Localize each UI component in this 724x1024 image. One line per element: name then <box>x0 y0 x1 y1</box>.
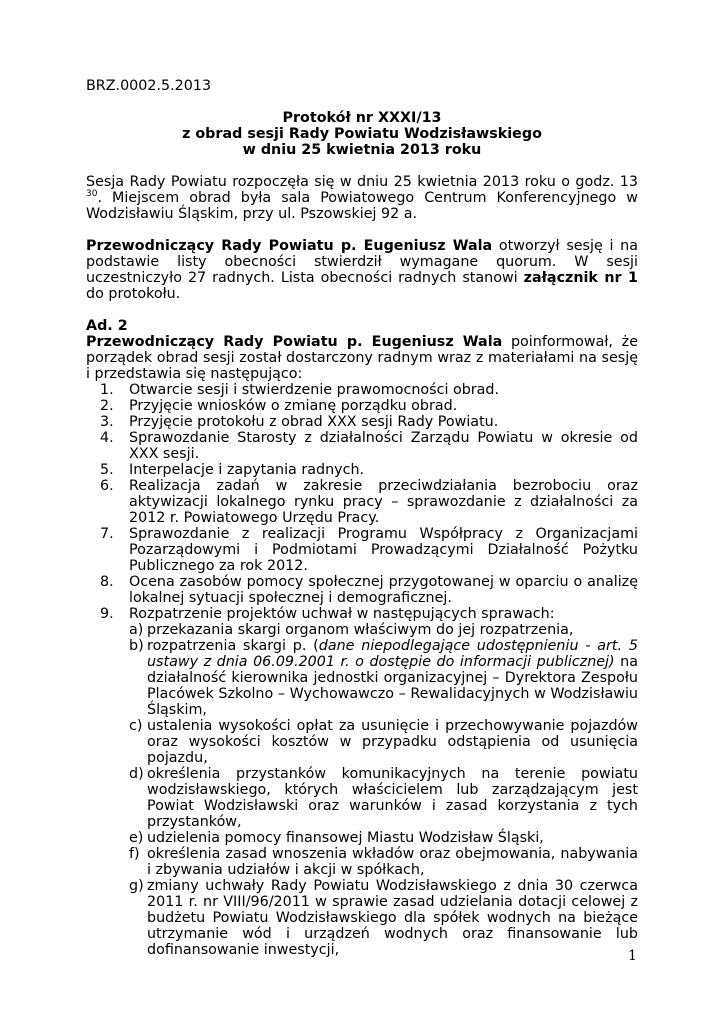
title-line-1: Protokół nr XXXI/13 <box>282 110 442 126</box>
agenda-item-number: 4. <box>100 430 114 446</box>
sublist-text-cont: na działalność kierownika jednostki organizacyjnej – Dyrektora Zespołu Placówek Szkolno – Wychowawczo – Rewalidacyjnych w Wodzisławiu Śląskim, <box>147 654 638 718</box>
resolution-sublist <box>86 622 638 958</box>
protocol-title <box>86 110 638 158</box>
sublist-text: określenia przystanków komunikacyjnych na terenie powiatu wodzisławskiego, których właścicielem lub zarządzającym jest Powiat Wodzisławski oraz warunków i zasad korzystania z tych przystanków, <box>147 766 638 830</box>
agenda-item <box>86 526 638 574</box>
session-opening-paragraph <box>86 174 638 222</box>
agenda-item-number: 7. <box>100 526 114 542</box>
sublist-letter: d) <box>129 766 144 782</box>
agenda-item-text: Interpelacje i zapytania radnych. <box>129 462 365 478</box>
sublist-letter: b) <box>129 638 144 654</box>
sublist-letter: g) <box>129 878 144 894</box>
sublist-item <box>86 830 638 846</box>
agenda-item <box>86 462 638 478</box>
sublist-item <box>86 718 638 766</box>
sublist-letter: a) <box>129 622 144 638</box>
agenda-item <box>86 414 638 430</box>
sublist-item <box>86 766 638 830</box>
agenda-item-text: Otwarcie sesji i stwierdzenie prawomocności obrad. <box>129 382 500 398</box>
sublist-text: rozpatrzenia skargi p. ( <box>147 638 319 654</box>
sublist-letter: e) <box>129 830 144 846</box>
agenda-item-number: 9. <box>100 606 114 622</box>
agenda-item <box>86 398 638 414</box>
agenda-list <box>86 382 638 622</box>
quorum-text: otworzył sesję i na podstawie listy obecności stwierdził wymagane quorum. W sesji uczestniczyło 27 radnych. Lista obecności radnych stanowi <box>86 238 638 286</box>
ad2-heading <box>86 318 638 334</box>
agenda-intro-text: poinformował, że porządek obrad sesji został dostarczony radnym wraz z materiałami na sesję i przedstawia się następująco: <box>86 334 638 382</box>
agenda-item-text: Przyjęcie protokołu z obrad XXX sesji Rady Powiatu. <box>129 414 499 430</box>
agenda-item-number: 5. <box>100 462 114 478</box>
agenda-item-number: 1. <box>100 382 114 398</box>
sublist-text: ustalenia wysokości opłat za usunięcie i przechowywanie pojazdów oraz wysokości kosztów w przypadku odstąpienia od usunięcia pojazdu, <box>147 718 638 766</box>
time-minutes-superscript: 30 <box>86 189 98 200</box>
agenda-item <box>86 478 638 526</box>
attachment-reference: załącznik nr 1 <box>523 270 638 286</box>
sublist-text: zmiany uchwały Rady Powiatu Wodzisławskiego z dnia 30 czerwca 2011 r. nr VIII/96/2011 w sprawie zasad udzielania dotacji celowej z budżetu Powiatu Wodzisławskiego dla spółek wodnych na bieżące utrzymanie wód i urządzeń wodnych oraz finansowanie lub dofinansowanie inwestycji, <box>147 878 638 958</box>
sublist-text: określenia zasad wnoszenia wkładów oraz obejmowania, nabywania i zbywania udziałów i akcji w spółkach, <box>147 846 638 878</box>
quorum-text-end: do protokołu. <box>86 286 181 302</box>
title-line-3: w dniu 25 kwietnia 2013 roku <box>242 142 482 158</box>
agenda-item <box>86 574 638 606</box>
agenda-item-number: 3. <box>100 414 114 430</box>
agenda-item-text: Sprawozdanie z realizacji Programu Współpracy z Organizacjami Pozarządowymi i Podmiotami Prowadzącymi Działalność Pożytku Publicznego za rok 2012. <box>129 526 638 574</box>
agenda-item <box>86 430 638 462</box>
sublist-text: przekazania skargi organom właściwym do jej rozpatrzenia, <box>147 622 574 638</box>
title-line-2: z obrad sesji Rady Powiatu Wodzisławskiego <box>182 126 542 142</box>
sublist-item <box>86 638 638 718</box>
session-location-text: . Miejscem obrad była sala Powiatowego Centrum Konferencyjnego w Wodzisławiu Śląskim, przy ul. Pszowskiej 92 a. <box>86 190 638 222</box>
session-opening-text: Sesja Rady Powiatu rozpoczęła się w dniu 25 kwietnia 2013 roku o godz. 13 <box>86 174 638 190</box>
sublist-letter: c) <box>129 718 143 734</box>
agenda-item-text: Sprawozdanie Starosty z działalności Zarządu Powiatu w okresie od XXX sesji. <box>129 430 638 462</box>
document-number: BRZ.0002.5.2013 <box>86 78 212 94</box>
sublist-item <box>86 878 638 958</box>
chairman-name-2: Przewodniczący Rady Powiatu p. Eugeniusz Wala <box>86 334 503 350</box>
redaction-note: dane niepodlegające udostępnieniu - art. 5 ustawy z dnia 06.09.2001 r. o dostępie do informacji publicznej) <box>147 638 638 670</box>
agenda-intro-paragraph <box>86 334 638 382</box>
agenda-item <box>86 606 638 622</box>
sublist-item <box>86 622 638 638</box>
agenda-item-text: Realizacja zadań w zakresie przeciwdziałania bezrobociu oraz aktywizacji lokalnego rynku pracy – sprawozdanie z działalności za 2012 r. Powiatowego Urzędu Pracy. <box>129 478 638 526</box>
agenda-item-text: Ocena zasobów pomocy społecznej przygotowanej w oparciu o analizę lokalnej sytuacji społecznej i demograficznej. <box>129 574 638 606</box>
sublist-text: udzielenia pomocy finansowej Miastu Wodzisław Śląski, <box>147 830 544 846</box>
agenda-item-number: 2. <box>100 398 114 414</box>
chairman-name: Przewodniczący Rady Powiatu p. Eugeniusz Wala <box>86 238 493 254</box>
agenda-item-text: Przyjęcie wniosków o zmianę porządku obrad. <box>129 398 458 414</box>
quorum-paragraph <box>86 238 638 302</box>
sublist-letter: f) <box>129 846 140 862</box>
document-page <box>86 78 638 958</box>
page-number: 1 <box>628 948 637 964</box>
agenda-item <box>86 382 638 398</box>
agenda-item-text: Rozpatrzenie projektów uchwał w następujących sprawach: <box>129 606 555 622</box>
agenda-item-number: 6. <box>100 478 114 494</box>
sublist-item <box>86 846 638 878</box>
ad2-heading-text: Ad. 2 <box>86 318 128 334</box>
agenda-item-number: 8. <box>100 574 114 590</box>
